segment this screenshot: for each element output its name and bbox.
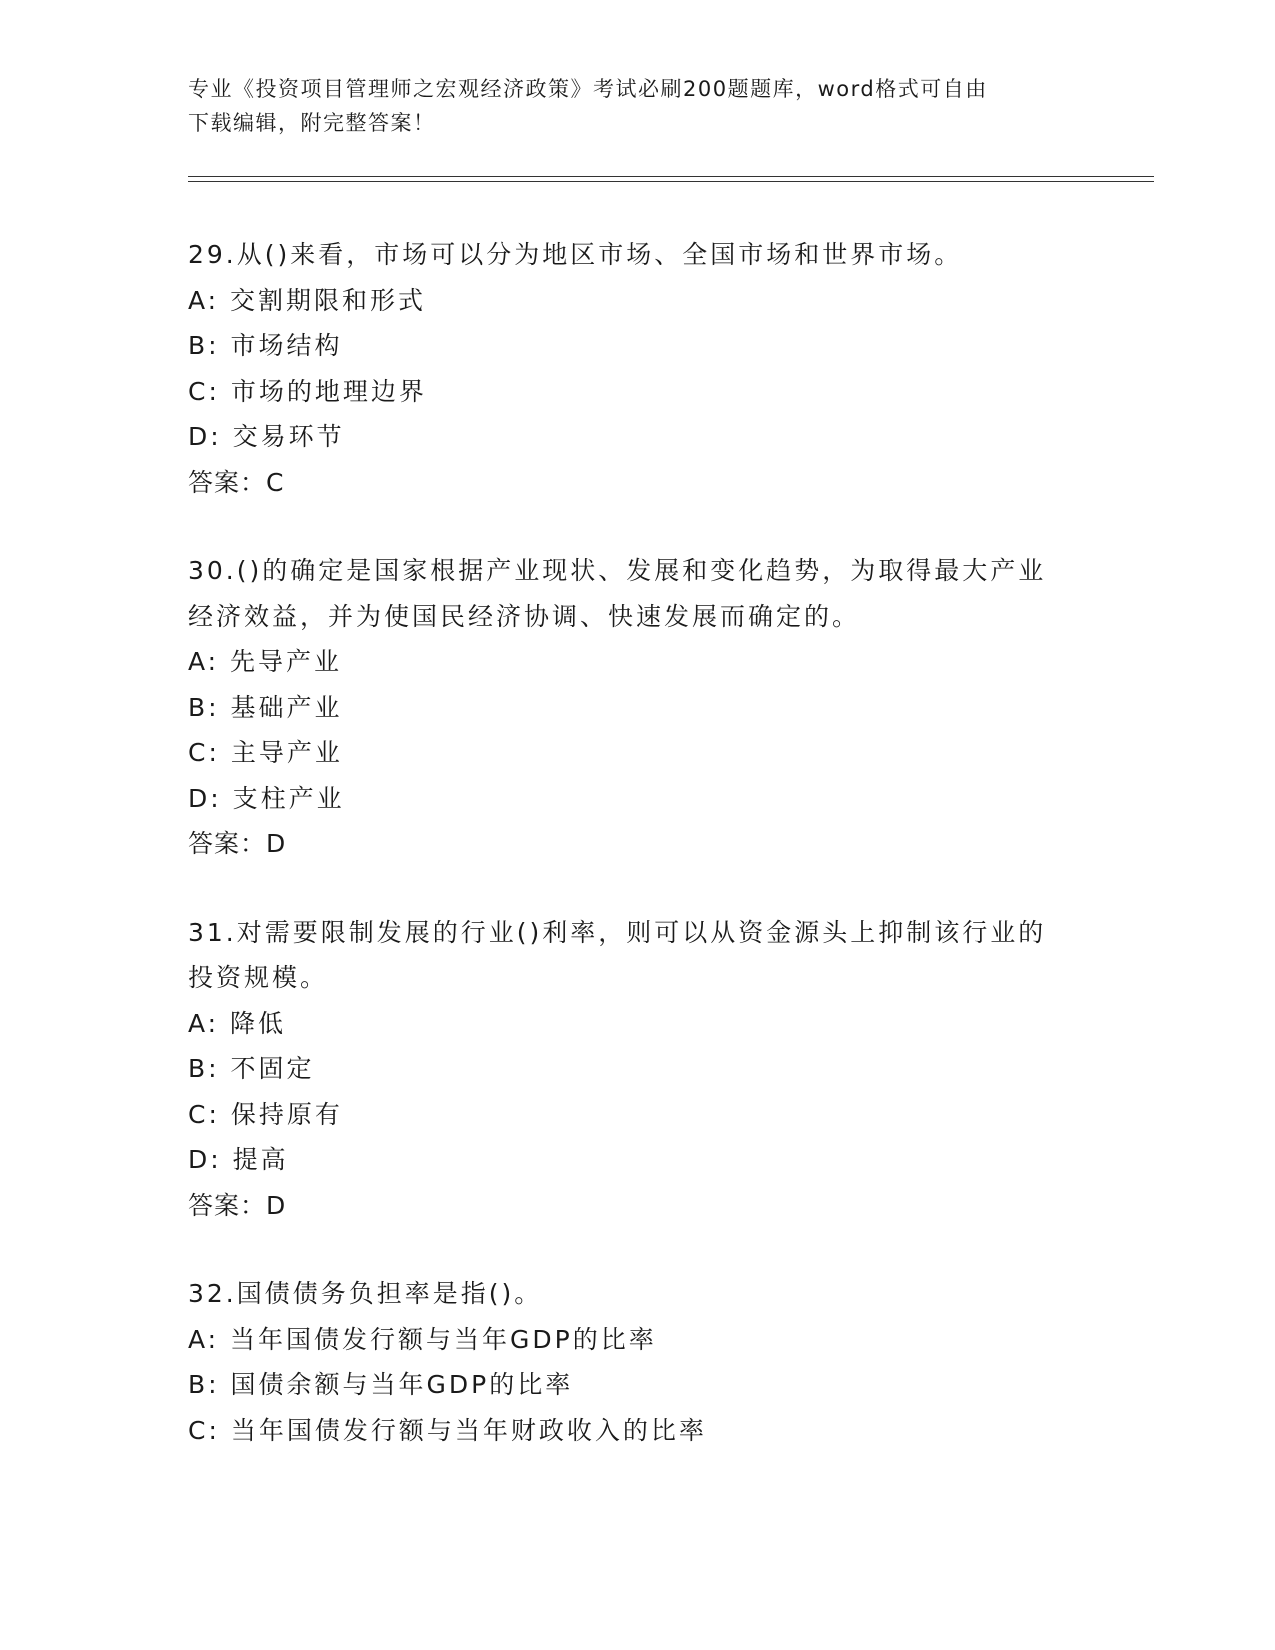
question-30 [188, 548, 1088, 867]
option-b: B: 基础产业 [188, 692, 343, 722]
option-c: C: 市场的地理边界 [188, 376, 427, 406]
option-c: C: 主导产业 [188, 738, 343, 767]
question-29 [188, 232, 1088, 505]
question-stem: 30.()的确定是国家根据产业现状、发展和变化趋势，为取得最大产业经济效益，并为使国民经济协调、快速发展而确定的。 [188, 556, 1047, 631]
answer: 答案：C [188, 467, 285, 497]
option-b: B: 不固定 [188, 1054, 315, 1083]
answer: 答案：D [188, 829, 287, 858]
option-b: B: 市场结构 [188, 331, 343, 360]
option-a: A: 先导产业 [188, 647, 343, 676]
answer: 答案：D [188, 1190, 287, 1220]
question-stem: 31.对需要限制发展的行业()利率，则可以从资金源头上抑制该行业的投资规模。 [188, 917, 1047, 992]
document-header [188, 72, 1068, 140]
option-c: C: 保持原有 [188, 1099, 343, 1129]
option-d: D: 提高 [188, 1145, 289, 1174]
question-list [188, 232, 1088, 1496]
option-a: A: 当年国债发行额与当年GDP的比率 [188, 1324, 657, 1354]
header-line-1: 专业《投资项目管理师之宏观经济政策》考试必刷200题题库，word格式可自由 [188, 77, 988, 101]
question-stem: 32.国债债务负担率是指()。 [188, 1279, 543, 1308]
header-divider [188, 176, 1154, 182]
option-a: A: 降低 [188, 1008, 287, 1038]
header-line-2: 下载编辑，附完整答案！ [188, 111, 436, 135]
question-31 [188, 910, 1088, 1229]
question-32 [188, 1271, 1088, 1453]
option-c: C: 当年国债发行额与当年财政收入的比率 [188, 1415, 707, 1445]
option-b: B: 国债余额与当年GDP的比率 [188, 1370, 574, 1399]
option-d: D: 交易环节 [188, 422, 345, 451]
question-stem: 29.从()来看，市场可以分为地区市场、全国市场和世界市场。 [188, 240, 963, 269]
option-a: A: 交割期限和形式 [188, 285, 427, 315]
option-d: D: 支柱产业 [188, 783, 345, 813]
